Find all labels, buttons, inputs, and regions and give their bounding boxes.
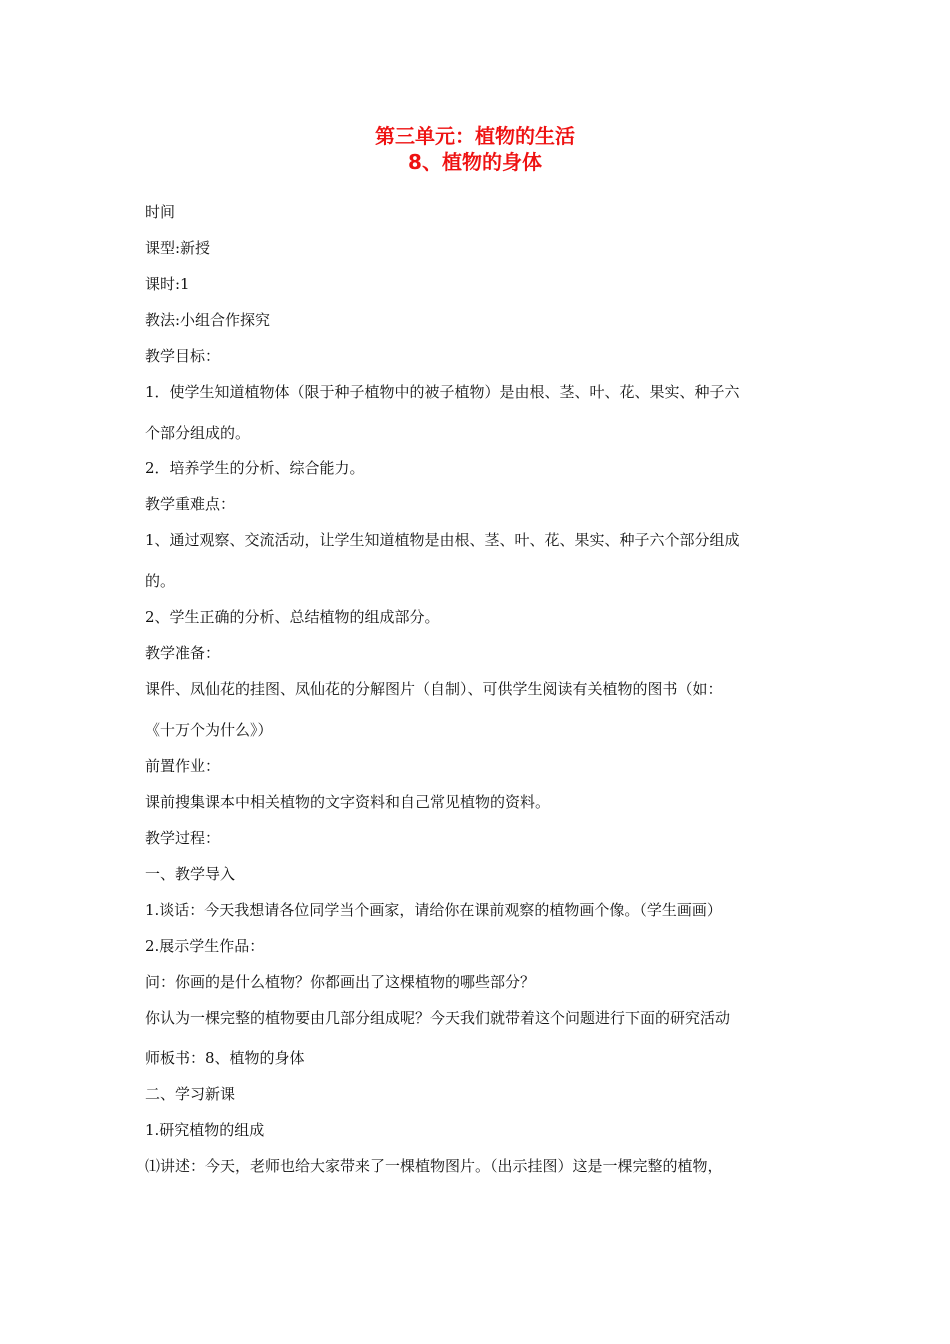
lesson-title: 8、植物的身体 — [408, 150, 542, 174]
text-line: 教学目标： — [145, 347, 221, 365]
text-line: ⑴讲述：今天，老师也给大家带来了一棵植物图片。（出示挂图）这是一棵完整的植物， — [145, 1157, 723, 1175]
text-line: 2．培养学生的分析、综合能力。 — [145, 459, 365, 477]
text-line: 《十万个为什么》） — [145, 721, 273, 739]
text-line: 二、学习新课 — [145, 1085, 236, 1103]
text-line: 教学重难点： — [145, 495, 236, 513]
text-line: 时间 — [145, 203, 176, 221]
document-title: 第三单元：植物的生活 — [375, 124, 575, 148]
text-line: 课时:1 — [145, 275, 190, 293]
text-line: 1、通过观察、交流活动，让学生知道植物是由根、茎、叶、花、果实、种子六个部分组成 — [145, 531, 740, 549]
text-line: 师板书：8、植物的身体 — [145, 1049, 305, 1067]
text-line: 教法:小组合作探究 — [145, 311, 271, 329]
text-line: 前置作业： — [145, 757, 221, 775]
text-line: 课前搜集课本中相关植物的文字资料和自己常见植物的资料。 — [145, 793, 551, 811]
text-line: 的。 — [145, 572, 176, 590]
text-line: 课件、凤仙花的挂图、凤仙花的分解图片（自制）、可供学生阅读有关植物的图书（如： — [145, 680, 723, 698]
text-line: 1.研究植物的组成 — [145, 1121, 265, 1139]
text-line: 教学准备： — [145, 644, 221, 662]
text-line: 1.谈话：今天我想请各位同学当个画家，请给你在课前观察的植物画个像。（学生画画） — [145, 901, 722, 919]
text-line: 一、教学导入 — [145, 865, 236, 883]
text-line: 你认为一棵完整的植物要由几部分组成呢？今天我们就带着这个问题进行下面的研究活动 — [145, 1009, 731, 1027]
text-line: 2、学生正确的分析、总结植物的组成部分。 — [145, 608, 440, 626]
text-line: 2.展示学生作品： — [145, 937, 265, 955]
text-line: 课型:新授 — [145, 239, 211, 257]
text-line: 问：你画的是什么植物？你都画出了这棵植物的哪些部分？ — [145, 973, 536, 991]
text-line: 1．使学生知道植物体（限于种子植物中的被子植物）是由根、茎、叶、花、果实、种子六 — [145, 383, 740, 401]
text-line: 个部分组成的。 — [145, 424, 251, 442]
text-line: 教学过程： — [145, 829, 221, 847]
